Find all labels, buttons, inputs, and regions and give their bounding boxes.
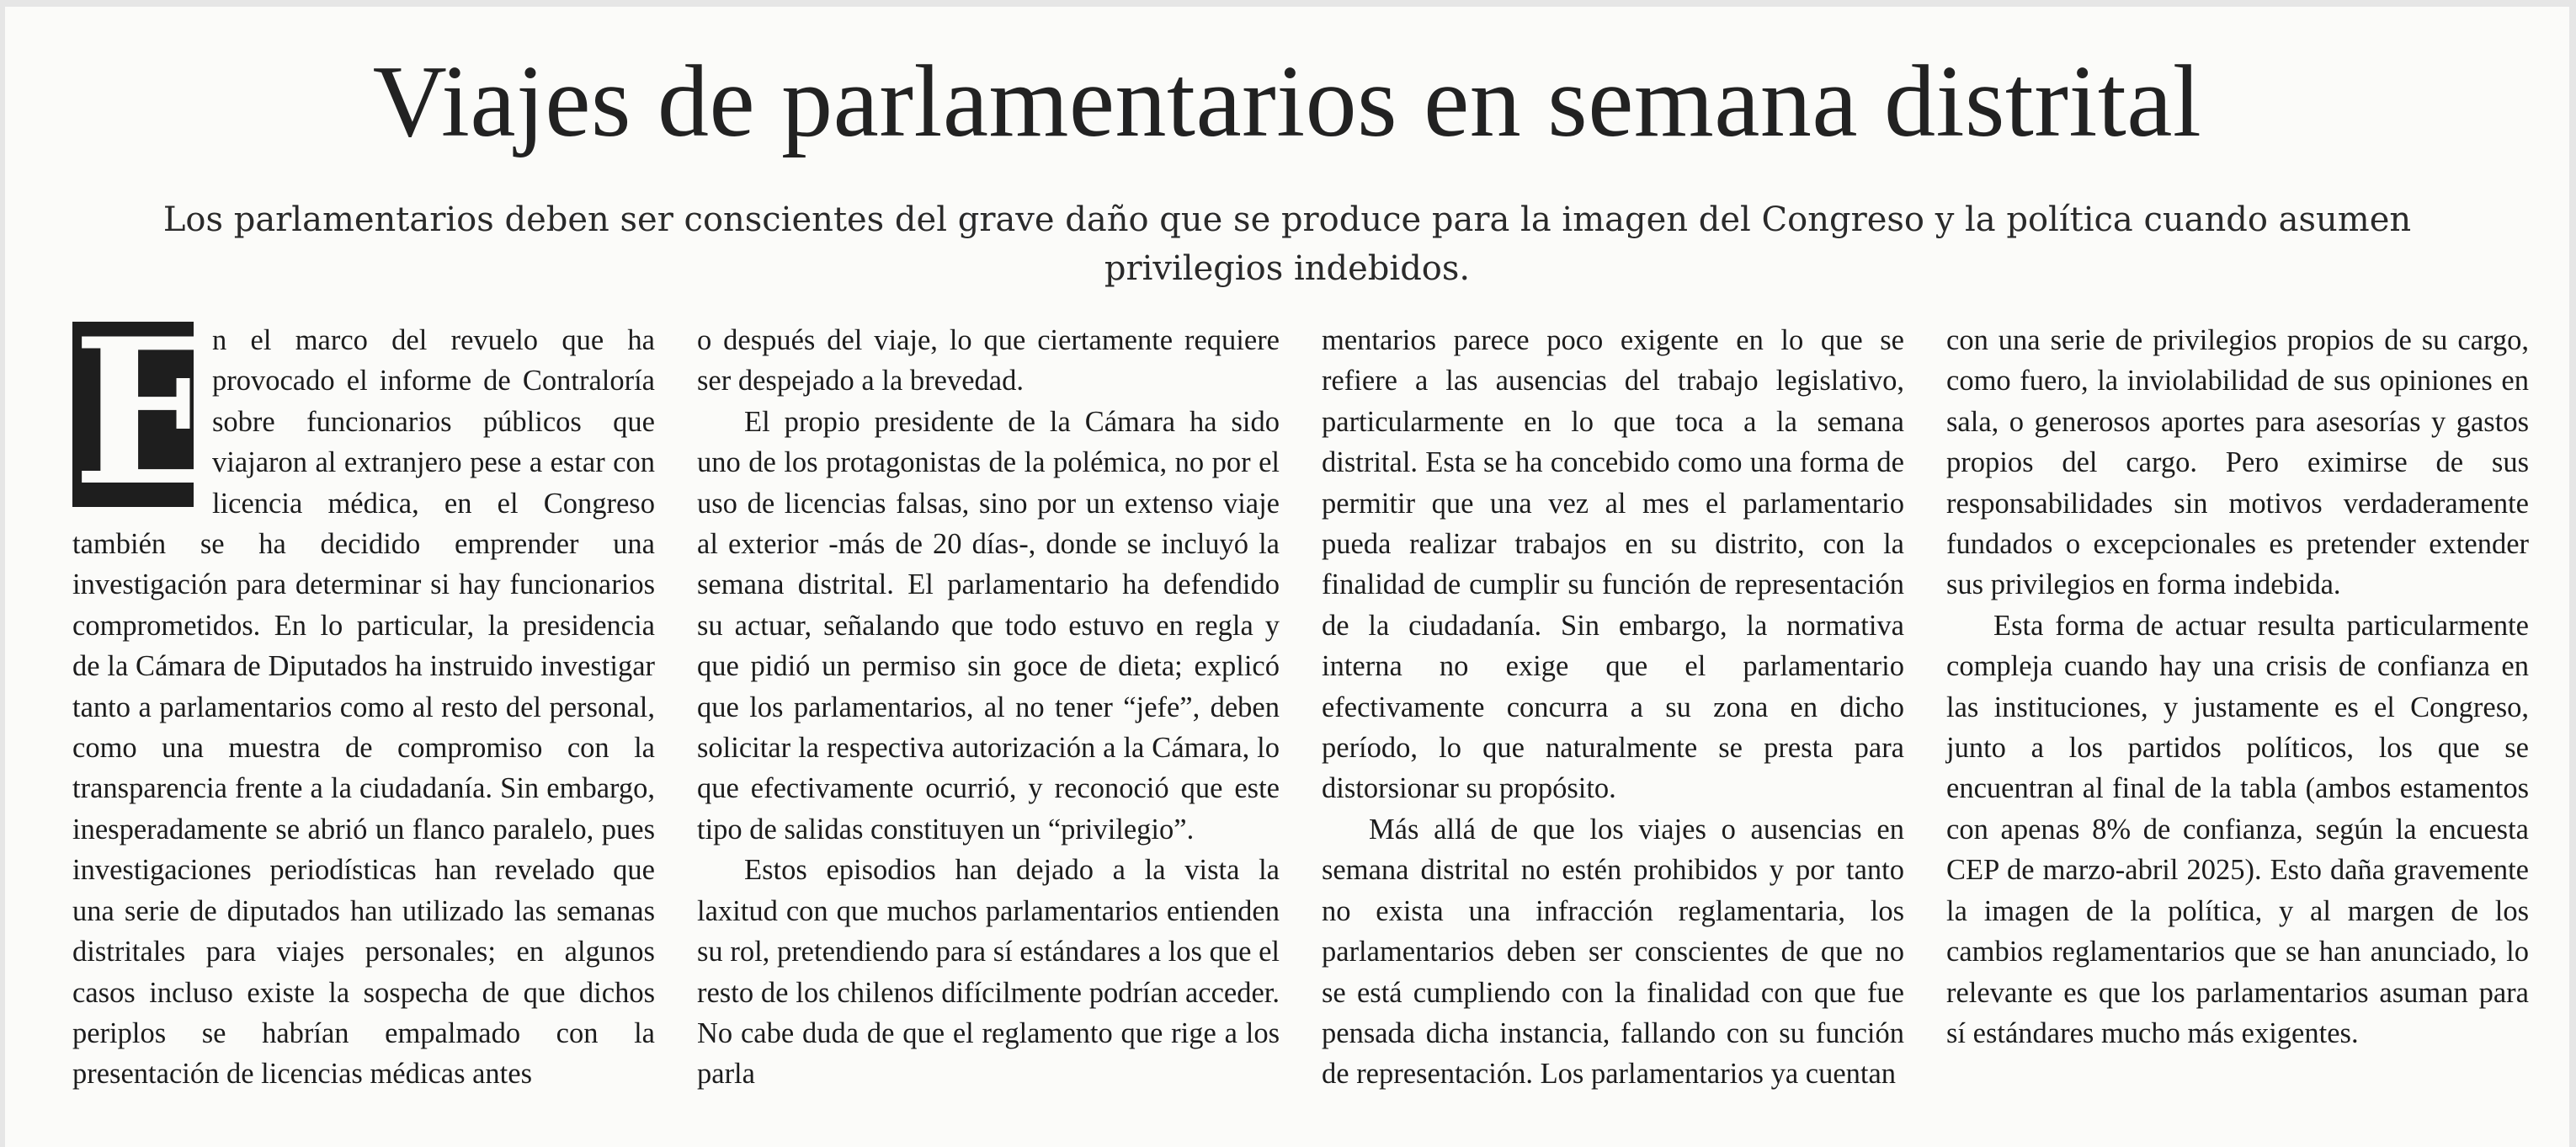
article-deck: Los parlamentarios deben ser conscientes del grave daño que se produce para la imagen del Congreso y la política cuando asumen privilegios indebidos. <box>162 200 2412 288</box>
paragraph: n el marco del revuelo que ha provocado el informe de Contraloría sobre funcionarios públicos que viajaron al extranjero pese a estar con licencia médica, en el Congreso también se ha decidido emprender una investigación para determinar si hay funcionarios comprometidos. En lo particular, la presidencia de la Cámara de Diputados ha instruido investigar tanto a parlamentarios como al resto del personal, como una muestra de compromiso con la transparencia frente a la ciudadanía. Sin embargo, inesperadamente se abrió un flanco paralelo, pues investigaciones periodísticas han revelado que una serie de diputados han utilizado las semanas distritales para viajes personales; en algunos casos incluso existe la sospecha de que dichos periplos se habrían empalmado con la presentación de licencias médicas antes <box>72 324 655 1091</box>
paragraph: Estos episodios han dejado a la vista la laxitud con que muchos parlamentarios entienden su rol, pretendiendo para sí estándares a los que el resto de los chilenos difícilmente podrían acceder. No cabe duda de que el reglamento que rige a los parla <box>697 854 1280 1091</box>
body-column-4 <box>1946 320 2529 1128</box>
paragraph: Más allá de que los viajes o ausencias en semana distrital no estén prohibidos y por tanto no exista una infracción reglamentaria, los parlamentarios deben ser conscientes de que no se está cumpliendo con la finalidad con que fue pensada dicha instancia, fallando con su función de representación. Los parlamentarios ya cuentan <box>1322 813 1904 1091</box>
article-sheet <box>5 7 2569 1147</box>
article-headline: Viajes de parlamentarios en semana distrital <box>372 45 2202 158</box>
body-column-2 <box>697 320 1280 1128</box>
body-column-1 <box>72 296 655 1128</box>
drop-cap: E <box>72 296 226 531</box>
body-column-3 <box>1322 320 1904 1128</box>
paragraph: con una serie de privilegios propios de su cargo, como fuero, la inviolabilidad de sus opiniones en sala, o generosos aportes para asesorías y gastos propios del cargo. Pero eximirse de sus responsabilidades sin motivos verdaderamente fundados o excepcionales es pretender extender sus privilegios en forma indebida. <box>1946 324 2529 601</box>
paragraph: mentarios parece poco exigente en lo que se refiere a las ausencias del trabajo legislativo, particularmente en lo que toca a la semana distrital. Esta se ha concebido como una forma de permitir que una vez al mes el parlamentario pueda realizar trabajos en su distrito, con la finalidad de cumplir su función de representación de la ciudadanía. Sin embargo, la normativa interna no exige que el parlamentario efectivamente concurra a su zona en dicho período, lo que naturalmente se presta para distorsionar su propósito. <box>1322 324 1904 805</box>
article-body <box>72 296 2529 1128</box>
paragraph: El propio presidente de la Cámara ha sido uno de los protagonistas de la polémica, no por el uso de licencias falsas, sino por un extenso viaje al exterior -más de 20 días-, donde se incluyó la semana distrital. El parlamentario ha defendido su actuar, señalando que todo estuvo en regla y que pidió un permiso sin goce de dieta; explicó que los parlamentarios, al no tener “jefe”, deben solicitar la respectiva autorización a la Cámara, lo que efectivamente ocurrió, y reconoció que este tipo de salidas constituyen un “privilegio”. <box>697 405 1280 846</box>
paragraph: o después del viaje, lo que ciertamente requiere ser despejado a la brevedad. <box>697 324 1280 397</box>
paragraph: Esta forma de actuar resulta particularmente compleja cuando hay una crisis de confianza en las instituciones, y justamente es el Congreso, junto a los partidos políticos, los que se encuentran al final de la tabla (ambos estamentos con apenas 8% de confianza, según la encuesta CEP de marzo-abril 2025). Esto daña gravemente la imagen de la política, y al margen de los cambios reglamentarios que se han anunciado, lo relevante es que los parlamentarios asuman para sí estándares mucho más exigentes. <box>1946 609 2529 1049</box>
